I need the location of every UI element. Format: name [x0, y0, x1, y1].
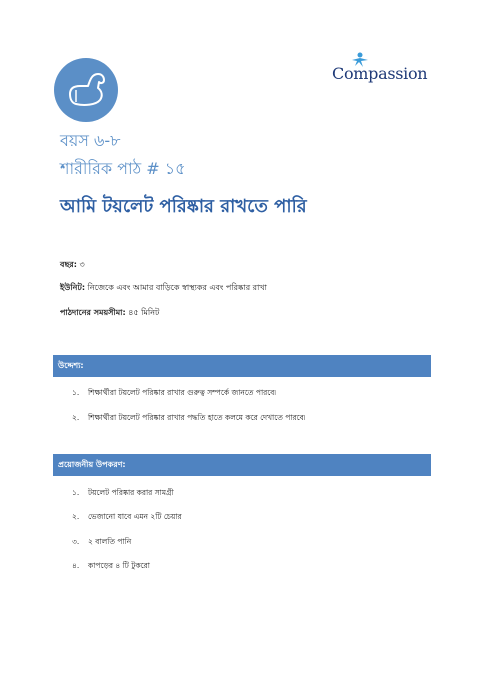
- item-number: ২.: [72, 413, 80, 422]
- list-item: [72, 388, 276, 400]
- materials-header-bar: [53, 454, 431, 476]
- item-text: ভেজানো যাবে এমন ২টি চেয়ার: [88, 512, 182, 521]
- year-label: বছর:: [60, 260, 77, 269]
- logo-text: Compassion: [332, 64, 428, 83]
- item-number: ৪.: [72, 561, 80, 570]
- list-item: [72, 413, 305, 425]
- item-number: ১.: [72, 388, 80, 397]
- year-value: ৩: [76, 260, 85, 269]
- item-text: শিক্ষার্থীরা টয়লেট পরিষ্কার রাখার পদ্ধতি হাতে কলমে করে দেখাতে পারবে৷: [88, 413, 306, 422]
- item-number: ১.: [72, 488, 80, 497]
- unit-line: [60, 282, 267, 295]
- item-text: টয়লেট পরিষ্কার করার সামগ্রী: [88, 488, 174, 497]
- duration-value: ৪৫ মিনিট: [125, 308, 160, 317]
- item-number: ৩.: [72, 537, 80, 546]
- unit-value: নিজেকে এবং আমার বাড়িকে স্বাস্থ্যকর এবং পরিষ্কার রাখা: [85, 283, 267, 292]
- list-item: [72, 537, 131, 549]
- list-item: [72, 561, 150, 573]
- year-line: [60, 259, 85, 272]
- age-range: বয়স ৬-৮: [60, 131, 121, 150]
- objectives-header-bar: [53, 355, 431, 377]
- compassion-logo: [332, 52, 432, 88]
- item-number: ২.: [72, 512, 80, 521]
- flexed-arm-icon: [54, 58, 118, 122]
- item-text: শিক্ষার্থীরা টয়লেট পরিষ্কার রাখার গুরুত্ব সম্পর্কে জানতে পারবে৷: [88, 388, 276, 397]
- list-item: [72, 512, 182, 524]
- duration-line: [60, 307, 159, 320]
- materials-heading: প্রয়োজনীয় উপকরণ:: [58, 460, 126, 469]
- objectives-heading: উদ্দেশ্য:: [58, 361, 84, 370]
- lesson-number: শারীরিক পাঠ # ১৫: [60, 159, 186, 178]
- duration-label: পাঠদানের সময়সীমা:: [60, 308, 126, 317]
- lesson-title: আমি টয়লেট পরিষ্কার রাখতে পারি: [60, 196, 307, 217]
- item-text: ২ বালতি পানি: [88, 537, 132, 546]
- item-text: কাপড়ের ৪ টি টুকরো: [88, 561, 150, 570]
- list-item: [72, 488, 174, 500]
- unit-label: ইউনিট:: [60, 283, 86, 292]
